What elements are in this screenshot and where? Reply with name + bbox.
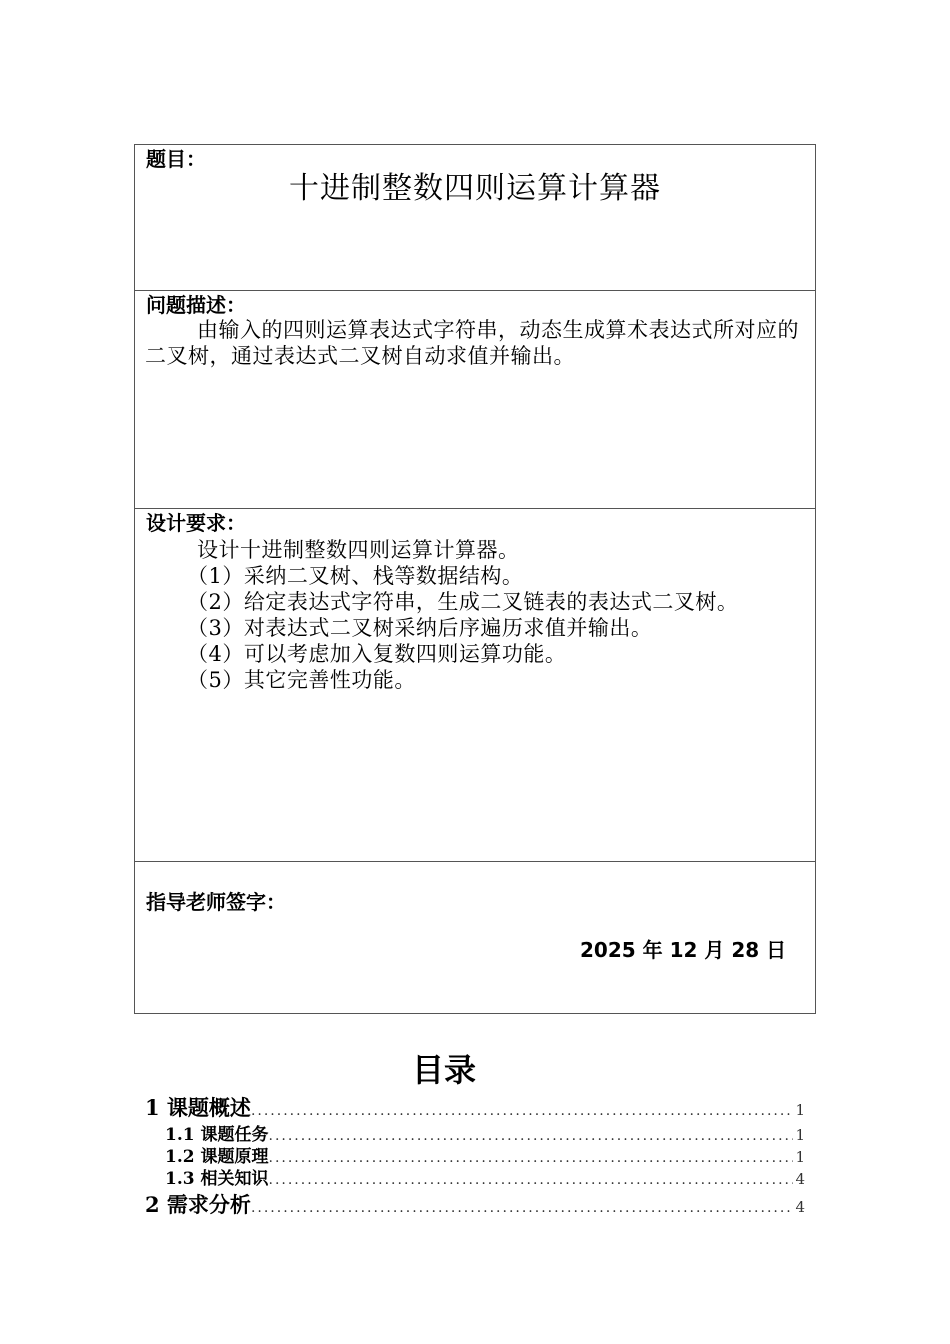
- design-item: （3）对表达式二叉树采纳后序遍历求值并输出。: [187, 616, 653, 640]
- toc-entry-page: 4: [795, 1170, 805, 1188]
- project-title: 十进制整数四则运算计算器: [289, 171, 661, 206]
- design-item: （5）其它完善性功能。: [187, 668, 416, 692]
- toc-entry[interactable]: [145, 1094, 805, 1125]
- toc-entry-label: 2 需求分析: [145, 1192, 251, 1217]
- toc-entry-page: 1: [795, 1126, 805, 1144]
- title-label: 题目：: [146, 147, 206, 171]
- toc-entry-label: 1.2 课题原理: [165, 1147, 269, 1167]
- title-cell: [135, 145, 815, 291]
- toc-entry-page: 1: [795, 1148, 805, 1166]
- toc-heading: 目录: [411, 1051, 476, 1089]
- problem-text: 由输入的四则运算表达式字符串，动态生成算术表达式所对应的二叉树，通过表达式二叉树自动求值并输出。: [145, 318, 799, 368]
- problem-text-block: [145, 317, 807, 369]
- design-text-block: [145, 537, 807, 693]
- toc-entry-page: 4: [795, 1198, 805, 1216]
- design-intro: 设计十进制整数四则运算计算器。: [197, 538, 520, 562]
- toc-entry-label: 1.3 相关知识: [165, 1169, 269, 1189]
- toc-leader-dots: [269, 1170, 794, 1191]
- problem-cell: [135, 291, 815, 509]
- toc-entry[interactable]: [145, 1191, 805, 1222]
- assignment-form-table: [134, 144, 816, 1014]
- toc-leader-dots: [251, 1097, 794, 1125]
- toc-leader-dots: [251, 1194, 794, 1222]
- design-item: （1）采纳二叉树、栈等数据结构。: [187, 564, 524, 588]
- signature-cell: [135, 862, 815, 1013]
- toc-entry[interactable]: [145, 1169, 805, 1191]
- design-label: 设计要求：: [146, 511, 246, 535]
- signature-date: 2025 年 12 月 28 日: [580, 938, 787, 962]
- toc-entry-label: 1.1 课题任务: [165, 1125, 269, 1145]
- table-of-contents: [145, 1094, 805, 1222]
- signature-label: 指导老师签字：: [146, 890, 286, 914]
- toc-entry-page: 1: [795, 1101, 805, 1119]
- toc-leader-dots: [269, 1148, 794, 1169]
- problem-label: 问题描述：: [146, 293, 246, 317]
- design-item: （4）可以考虑加入复数四则运算功能。: [187, 642, 567, 666]
- design-cell: [135, 509, 815, 862]
- design-item: （2）给定表达式字符串，生成二叉链表的表达式二叉树。: [187, 590, 739, 614]
- toc-entry[interactable]: [145, 1147, 805, 1169]
- toc-leader-dots: [269, 1126, 794, 1147]
- toc-entry-label: 1 课题概述: [145, 1095, 251, 1120]
- toc-entry[interactable]: [145, 1125, 805, 1147]
